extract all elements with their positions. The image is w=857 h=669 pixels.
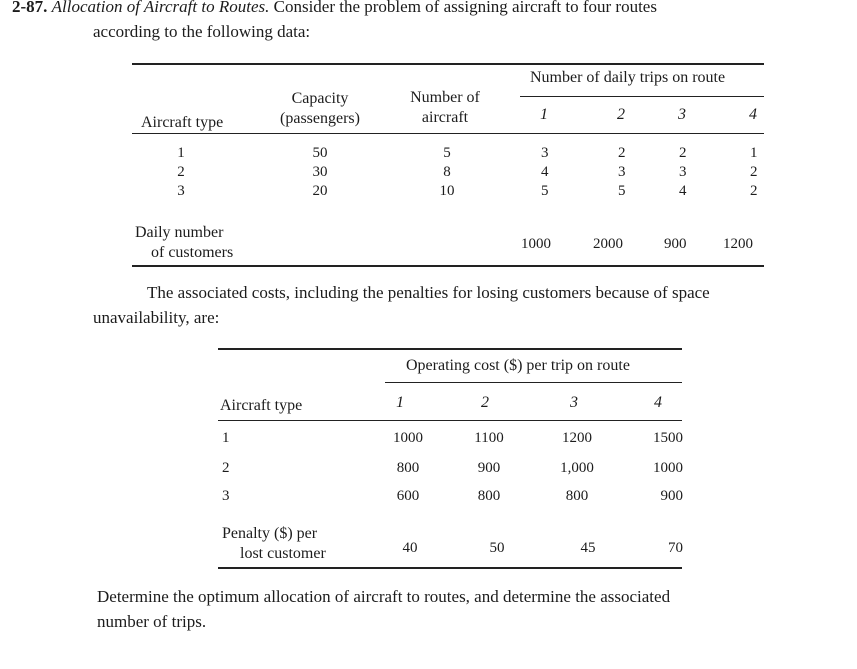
table1-col-capacity-l2: (passengers) <box>280 110 360 127</box>
table1-route-2: 2 <box>617 106 625 123</box>
table2-group-rule <box>385 382 682 383</box>
table1-row3-trips-r1: 5 <box>541 183 549 199</box>
table1-row1-trips-r3: 2 <box>679 145 687 161</box>
closing-text-line1: Determine the optimum allocation of aircraft to routes, and determine the associated <box>97 587 671 606</box>
table1-daily-r4: 1200 <box>723 236 753 252</box>
table2-header-rule <box>218 420 682 421</box>
table1-row1-type: 1 <box>177 145 185 161</box>
table2-penalty-r1: 40 <box>402 540 418 556</box>
problem-number: 2-87. <box>12 0 48 16</box>
table1-group-header: Number of daily trips on route <box>530 69 726 86</box>
table1-row2-type: 2 <box>177 164 185 180</box>
table2-row1-type: 1 <box>222 430 230 446</box>
table1-daily-r2: 2000 <box>593 236 623 252</box>
table2-row1-cost-r4: 1500 <box>653 430 683 446</box>
table1-row2-trips-r4: 2 <box>750 164 758 180</box>
table2-row1-cost-r1: 1000 <box>393 430 423 446</box>
problem-title: Allocation of Aircraft to Routes. <box>51 0 270 16</box>
table1-route-1: 1 <box>540 106 548 123</box>
problem-intro-line2: according to the following data: <box>93 22 311 41</box>
table1-col-aircraft-type: Aircraft type <box>141 114 224 131</box>
table1-row3-trips-r2: 5 <box>618 183 626 199</box>
table1-col-capacity-l1: Capacity <box>291 90 349 107</box>
table1-row1-trips-r1: 3 <box>541 145 549 161</box>
table1-row1-capacity: 50 <box>312 145 328 161</box>
problem-heading <box>12 0 657 17</box>
table1-daily-label-l2: of customers <box>151 244 234 261</box>
table2-penalty-r2: 50 <box>489 540 505 556</box>
table2-row3-cost-r4: 900 <box>660 488 683 504</box>
table1-row3-number: 10 <box>439 183 455 199</box>
table1-header-rule <box>132 133 764 134</box>
table1-row1-trips-r4: 1 <box>750 145 758 161</box>
table1-row1-trips-r2: 2 <box>618 145 626 161</box>
table2-col-aircraft-type: Aircraft type <box>220 397 303 414</box>
table2-bottom-rule <box>218 567 682 569</box>
table1-row3-capacity: 20 <box>312 183 328 199</box>
table1-daily-r3: 900 <box>664 236 687 252</box>
table2-row2-cost-r4: 1000 <box>653 460 683 476</box>
table2-row2-type: 2 <box>222 460 230 476</box>
table1-group-rule <box>520 96 764 97</box>
table2-row2-cost-r3: 1,000 <box>560 460 594 476</box>
table1-col-number-l1: Number of <box>410 89 480 106</box>
table2-top-rule <box>218 348 682 350</box>
table2-row1-cost-r3: 1200 <box>562 430 592 446</box>
table1-route-4: 4 <box>749 106 757 123</box>
problem-intro-line1: Consider the problem of assigning aircraft to four routes <box>273 0 657 16</box>
middle-text-line1: The associated costs, including the penalties for losing customers because of space <box>147 283 710 302</box>
table2-penalty-label-l2: lost customer <box>240 545 326 562</box>
table2-row2-cost-r1: 800 <box>396 460 420 476</box>
table1-col-number-l2: aircraft <box>421 109 469 126</box>
table2-penalty-r3: 45 <box>580 540 596 556</box>
table2-row3-cost-r1: 600 <box>396 488 420 504</box>
table2-route-1: 1 <box>396 394 404 411</box>
table1-bottom-rule <box>132 265 764 267</box>
table2-row2-cost-r2: 900 <box>477 460 501 476</box>
table1-row2-number: 8 <box>443 164 451 180</box>
table2-route-3: 3 <box>570 394 578 411</box>
table1-route-3: 3 <box>678 106 686 123</box>
table2-penalty-label-l1: Penalty ($) per <box>222 525 318 542</box>
table1-row3-trips-r4: 2 <box>750 183 758 199</box>
table1-row1-number: 5 <box>443 145 451 161</box>
closing-text-line2: number of trips. <box>97 612 207 631</box>
table2-row3-cost-r2: 800 <box>477 488 501 504</box>
table1-daily-r1: 1000 <box>521 236 551 252</box>
table1-row3-type: 3 <box>177 183 185 199</box>
table2-route-4: 4 <box>654 394 662 411</box>
table1-row2-trips-r1: 4 <box>541 164 549 180</box>
table2-group-header: Operating cost ($) per trip on route <box>406 357 630 374</box>
table1-top-rule <box>132 63 764 65</box>
table2-row3-cost-r3: 800 <box>565 488 589 504</box>
table2-route-2: 2 <box>481 394 489 411</box>
table1-row2-capacity: 30 <box>312 164 328 180</box>
middle-text-line2: unavailability, are: <box>93 308 220 327</box>
table2-penalty-r4: 70 <box>668 540 683 556</box>
table1-row2-trips-r2: 3 <box>618 164 626 180</box>
table1-daily-label-l1: Daily number <box>135 224 224 241</box>
table2-row3-type: 3 <box>222 488 230 504</box>
table1-row3-trips-r3: 4 <box>679 183 687 199</box>
table2-row1-cost-r2: 1100 <box>474 430 504 446</box>
table1-row2-trips-r3: 3 <box>679 164 687 180</box>
